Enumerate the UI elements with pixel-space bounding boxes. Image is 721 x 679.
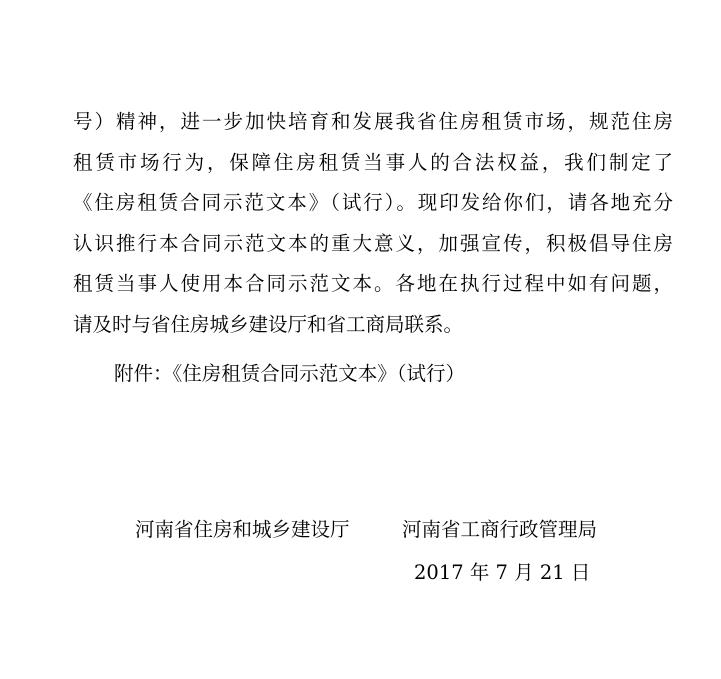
body-line: 认识推行本合同示范文本的重大意义，加强宣传，积极倡导住房 [73, 231, 673, 255]
body-line: 号）精神，进一步加快培育和发展我省住房租赁市场，规范住房 [73, 110, 673, 133]
body-line: 请及时与省住房城乡建设厅和省工商局联系。 [73, 312, 464, 336]
attachment-note: 附件：《住房租赁合同示范文本》（试行） [114, 362, 466, 385]
issue-date: 2017 年 7 月 21 日 [414, 561, 591, 584]
issuer-industry-commerce-bureau: 河南省工商行政管理局 [402, 518, 598, 541]
body-paragraph [73, 102, 673, 346]
body-line: 租赁当事人使用本合同示范文本。各地在执行过程中如有问题， [73, 272, 673, 296]
body-line: 《住房租赁合同示范文本》（试行）。现印发给你们，请各地充分 [73, 191, 673, 215]
body-line: 租赁市场行为，保障住房租赁当事人的合法权益，我们制定了 [73, 150, 673, 174]
issuer-housing-department: 河南省住房和城乡建设厅 [135, 518, 350, 541]
issuer-signatures [0, 510, 721, 550]
